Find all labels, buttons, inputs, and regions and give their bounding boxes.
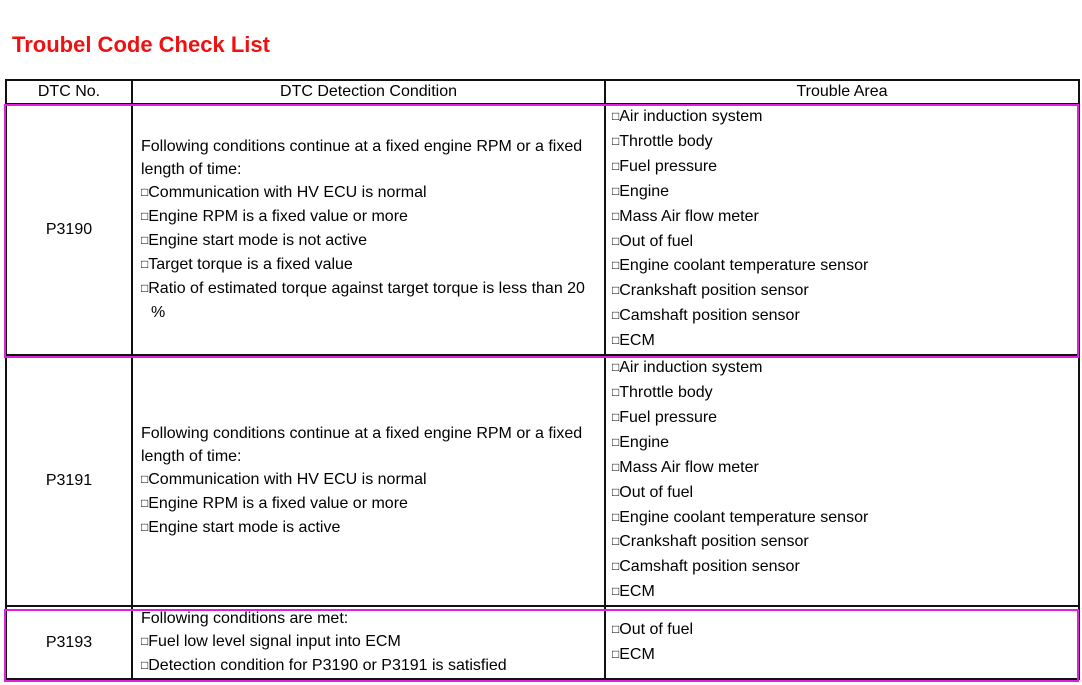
- condition-item: □ Ratio of estimated torque against target torque is less than 20 %: [141, 277, 596, 324]
- trouble-area-item: □ Fuel pressure: [612, 155, 1072, 180]
- trouble-area-cell: [605, 606, 1079, 679]
- trouble-area-item: □ Out of fuel: [612, 618, 1072, 643]
- trouble-area-item: □ ECM: [612, 329, 1072, 354]
- dtc-code-cell: P3191: [6, 355, 132, 606]
- condition-intro: Following conditions are met:: [141, 610, 349, 628]
- page-title: Troubel Code Check List: [12, 32, 270, 57]
- detection-condition-cell: [132, 104, 605, 355]
- trouble-area-item: □ Throttle body: [612, 381, 1072, 406]
- condition-intro: Following conditions continue at a fixed engine RPM or a fixed length of time:: [141, 424, 583, 465]
- condition-item: □ Target torque is a fixed value: [141, 253, 596, 277]
- trouble-area-item: □ Engine: [612, 431, 1072, 456]
- trouble-area-item: □ Engine coolant temperature sensor: [612, 506, 1072, 531]
- trouble-area-item: □ Engine coolant temperature sensor: [612, 254, 1072, 279]
- trouble-area-item: □ Crankshaft position sensor: [612, 530, 1072, 555]
- trouble-area-item: □ ECM: [612, 643, 1072, 668]
- trouble-area-item: □ Mass Air flow meter: [612, 205, 1072, 230]
- header-dtc-no: DTC No.: [6, 80, 132, 104]
- header-trouble-area: Trouble Area: [605, 80, 1079, 104]
- trouble-area-cell: [605, 355, 1079, 606]
- condition-item: □ Fuel low level signal input into ECM: [141, 630, 596, 654]
- trouble-area-item: □ Camshaft position sensor: [612, 555, 1072, 580]
- trouble-area-item: □ Fuel pressure: [612, 406, 1072, 431]
- dtc-code-cell: P3190: [6, 104, 132, 355]
- table-row: [6, 355, 1079, 606]
- condition-intro: Following conditions continue at a fixed engine RPM or a fixed length of time:: [141, 138, 583, 179]
- trouble-area-item: □ Crankshaft position sensor: [612, 279, 1072, 304]
- trouble-area-item: □ Throttle body: [612, 130, 1072, 155]
- trouble-area-item: □ Engine: [612, 180, 1072, 205]
- condition-item: □ Engine start mode is active: [141, 516, 596, 540]
- dtc-code-cell: P3193: [6, 606, 132, 679]
- table-row: [6, 104, 1079, 355]
- condition-item: □ Engine RPM is a fixed value or more: [141, 492, 596, 516]
- trouble-area-item: □ Mass Air flow meter: [612, 456, 1072, 481]
- condition-item: □ Communication with HV ECU is normal: [141, 468, 596, 492]
- trouble-area-item: □ Out of fuel: [612, 230, 1072, 255]
- detection-condition-cell: [132, 355, 605, 606]
- trouble-area-item: □ Air induction system: [612, 356, 1072, 381]
- condition-item: □ Engine start mode is not active: [141, 229, 596, 253]
- table-header-row: [6, 80, 1079, 104]
- header-detection-condition: DTC Detection Condition: [132, 80, 605, 104]
- detection-condition-cell: [132, 606, 605, 679]
- condition-item: □ Detection condition for P3190 or P3191 is satisfied: [141, 654, 596, 678]
- condition-item: □ Communication with HV ECU is normal: [141, 181, 596, 205]
- trouble-area-item: □ ECM: [612, 580, 1072, 605]
- trouble-area-item: □ Air induction system: [612, 105, 1072, 130]
- trouble-area-cell: [605, 104, 1079, 355]
- table-row: [6, 606, 1079, 679]
- condition-item: □ Engine RPM is a fixed value or more: [141, 205, 596, 229]
- trouble-area-item: □ Camshaft position sensor: [612, 304, 1072, 329]
- dtc-table: [5, 79, 1080, 680]
- trouble-area-item: □ Out of fuel: [612, 481, 1072, 506]
